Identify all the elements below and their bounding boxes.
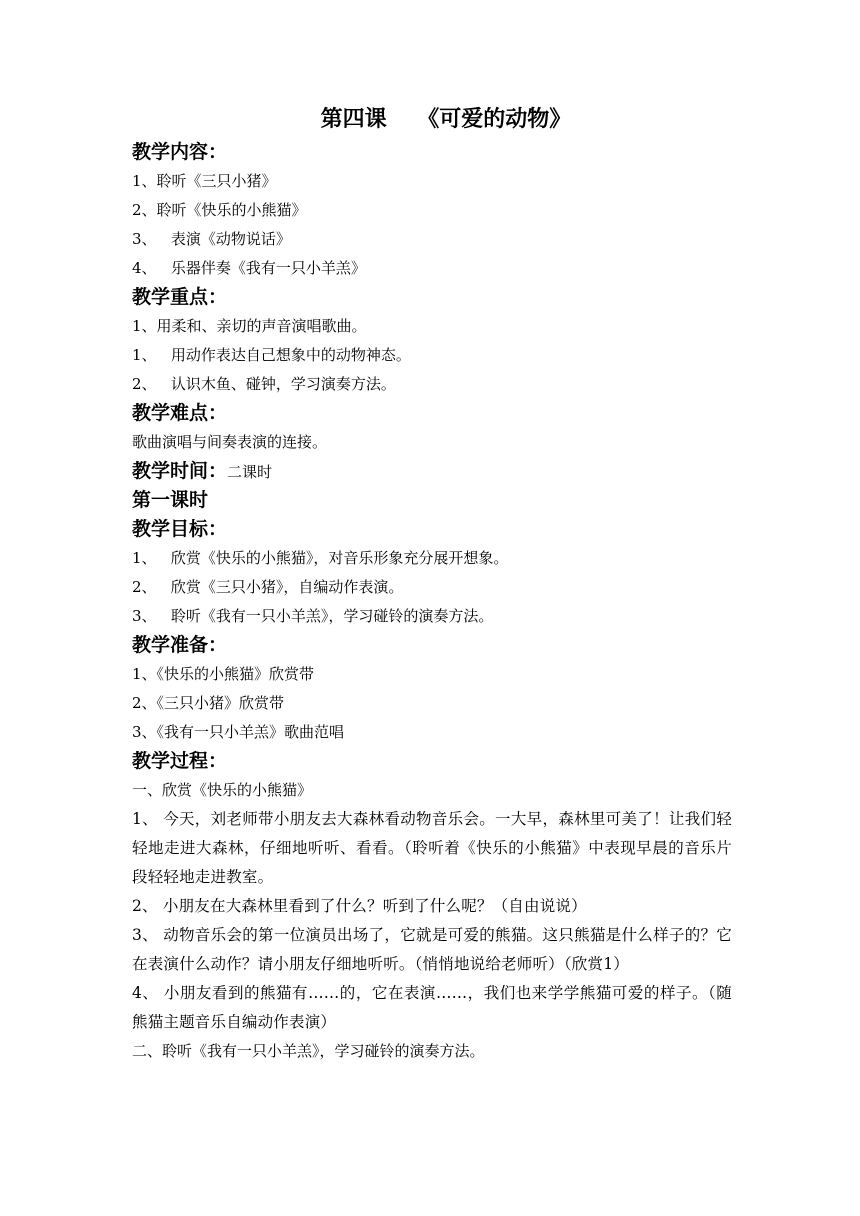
teaching-time-row <box>132 457 732 486</box>
objectives-heading: 教学目标： <box>132 518 228 540</box>
teaching-content-item: 4、 乐器伴奏《我有一只小羊羔》 <box>132 259 366 277</box>
preparation-item: 2、《三只小猪》欣赏带 <box>132 694 285 712</box>
difficulties-text: 歌曲演唱与间奏表演的连接。 <box>132 433 328 451</box>
teaching-content-heading: 教学内容： <box>132 141 228 163</box>
process-heading: 教学过程： <box>132 750 228 772</box>
key-points-item: 1、 用动作表达自己想象中的动物神态。 <box>132 346 411 364</box>
process-section-1: 一、欣赏《快乐的小熊猫》 <box>132 781 313 799</box>
preparation-item: 3、《我有一只小羊羔》歌曲范唱 <box>132 723 345 741</box>
process-paragraph: 2、 小朋友在大森林里看到了什么？听到了什么呢？（自由说说） <box>132 897 587 915</box>
teaching-content-item: 2、聆听《快乐的小熊猫》 <box>132 201 307 219</box>
document-page <box>132 104 732 1066</box>
key-points-item: 1、用柔和、亲切的声音演唱歌曲。 <box>132 317 367 335</box>
process-paragraph: 1、 今天，刘老师带小朋友去大森林看动物音乐会。一大早，森林里可美了！让我们轻轻地走进大森林，仔细地听听、看看。（聆听着《快乐的小熊猫》中表现早晨的音乐片段轻轻地走进教室。 <box>132 810 732 886</box>
objectives-item: 2、 欣赏《三只小猪》，自编动作表演。 <box>132 578 404 596</box>
key-points-heading: 教学重点： <box>132 286 228 308</box>
process-section-2: 二、聆听《我有一只小羊羔》，学习碰铃的演奏方法。 <box>132 1042 485 1060</box>
objectives-item: 3、 聆听《我有一只小羊羔》，学习碰铃的演奏方法。 <box>132 607 494 625</box>
page-title: 第四课 《可爱的动物》 <box>320 106 572 132</box>
preparation-heading: 教学准备： <box>132 634 228 656</box>
preparation-item: 1、《快乐的小熊猫》欣赏带 <box>132 665 315 683</box>
teaching-content-item: 3、 表演《动物说话》 <box>132 230 291 248</box>
teaching-time-label: 教学时间： <box>132 460 228 482</box>
teaching-time-value: 二课时 <box>227 463 273 481</box>
process-paragraph: 4、 小朋友看到的熊猫有……的，它在表演……，我们也来学学熊猫可爱的样子。（随熊猫主题音乐自编动作表演） <box>132 984 732 1031</box>
process-paragraph: 3、 动物音乐会的第一位演员出场了，它就是可爱的熊猫。这只熊猫是什么样子的？它在表演什么动作？请小朋友仔细地听听。（悄悄地说给老师听）（欣赏1） <box>132 926 732 973</box>
teaching-content-item: 1、聆听《三只小猪》 <box>132 172 277 190</box>
objectives-item: 1、 欣赏《快乐的小熊猫》，对音乐形象充分展开想象。 <box>132 549 509 567</box>
key-points-item: 2、 认识木鱼、碰钟，学习演奏方法。 <box>132 375 396 393</box>
difficulties-heading: 教学难点： <box>132 402 228 424</box>
first-lesson-heading: 第一课时 <box>132 489 209 511</box>
